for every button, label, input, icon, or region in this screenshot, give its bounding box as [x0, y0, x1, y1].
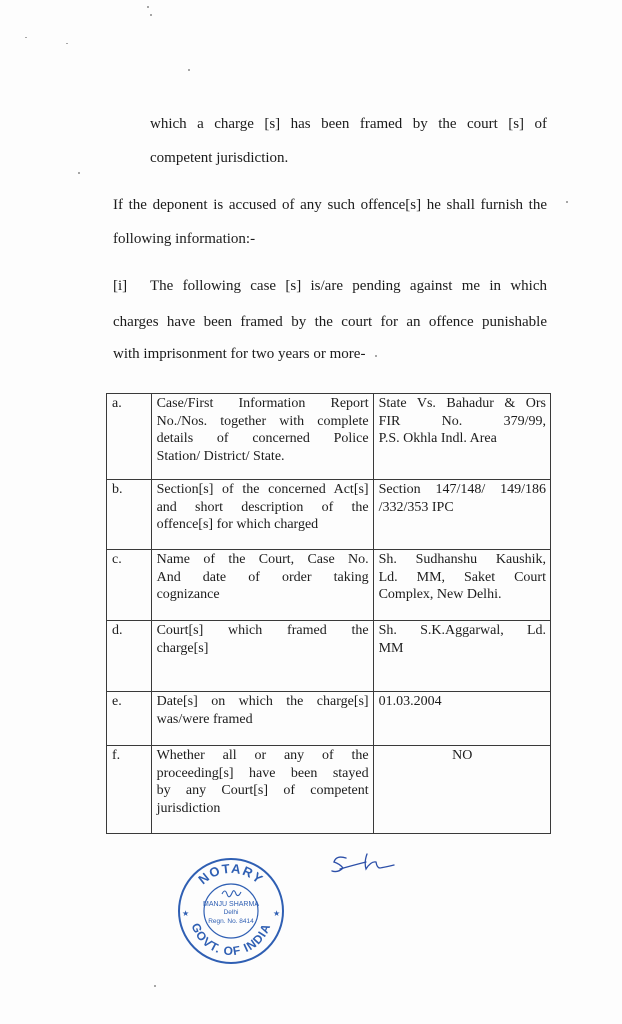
svg-text:NOTARY: NOTARY [195, 860, 267, 888]
paragraph-line: If the deponent is accused of any such offence[s] he shall furnish the [113, 197, 547, 213]
question-line: by any Court[s] of competent [156, 783, 369, 798]
answer-cell [373, 550, 550, 621]
question-cell [151, 394, 373, 480]
question-line: Case/First Information Report [156, 396, 369, 411]
answer-line: /332/353 IPC [378, 499, 454, 515]
answer-line: Complex, New Delhi. [378, 587, 502, 602]
svg-text:GOVT. OF INDIA: GOVT. OF INDIA [188, 920, 274, 959]
scan-speck [154, 985, 156, 987]
answer-line: NO [452, 748, 473, 763]
answer-cell [373, 621, 550, 692]
question-line: Court[s] which framed the [156, 623, 369, 638]
row-label: f. [107, 746, 152, 834]
question-line: charge[s] [156, 640, 209, 656]
question-line: was/were framed [156, 711, 253, 727]
table-row [107, 550, 551, 621]
question-line: proceeding[s] have been stayed [156, 765, 369, 781]
table-row [107, 621, 551, 692]
question-line: Whether all or any of the [156, 748, 369, 763]
answer-cell [373, 746, 550, 834]
question-line: Name of the Court, Case No. [156, 552, 369, 567]
notary-stamp [176, 856, 286, 966]
question-line: cognizance [156, 587, 220, 602]
scan-speck [25, 37, 27, 38]
question-line: And date of order taking [156, 569, 369, 585]
table-body [107, 394, 551, 834]
list-number: [i] [113, 278, 128, 294]
scan-speck [375, 355, 377, 357]
answer-line: P.S. Okhla Indl. Area [378, 431, 497, 446]
row-label: a. [107, 394, 152, 480]
answer-cell [373, 480, 550, 550]
table-row [107, 480, 551, 550]
question-cell [151, 480, 373, 550]
paragraph-line: The following case [s] is/are pending against me in which [150, 278, 547, 294]
question-line: Date[s] on which the charge[s] [156, 694, 369, 709]
svg-text:Delhi: Delhi [223, 909, 239, 916]
scan-speck [78, 172, 80, 174]
answer-line: MM [378, 640, 404, 656]
question-line: offence[s] for which charged [156, 517, 319, 532]
answer-cell [373, 692, 550, 746]
row-label: b. [107, 480, 152, 550]
question-line: No./Nos. together with complete [156, 413, 369, 429]
scan-speck [147, 6, 149, 8]
answer-line: FIR No. 379/99, [378, 413, 546, 429]
svg-text:★: ★ [273, 909, 281, 918]
paragraph-line: following information:- [113, 231, 256, 247]
answer-line: 01.03.2004 [378, 694, 442, 709]
row-label: d. [107, 621, 152, 692]
answer-line: Sh. Sudhanshu Kaushik, [378, 552, 546, 567]
table-row [107, 746, 551, 834]
question-line: jurisdiction [156, 800, 221, 816]
answer-line: State Vs. Bahadur & Ors [378, 396, 546, 411]
paragraph-line: with imprisonment for two years or more- [113, 346, 366, 362]
question-cell [151, 746, 373, 834]
question-cell [151, 621, 373, 692]
svg-text:Regn. No. 8414: Regn. No. 8414 [208, 918, 254, 925]
answer-cell [373, 394, 550, 480]
answer-line: Sh. S.K.Aggarwal, Ld. [378, 623, 546, 638]
question-line: and short description of the [156, 499, 369, 515]
scan-speck [66, 43, 68, 44]
answer-line: Section 147/148/ 149/186 [378, 482, 546, 497]
svg-text:MANJU SHARMA: MANJU SHARMA [202, 901, 260, 908]
table-row [107, 394, 551, 480]
row-label: e. [107, 692, 152, 746]
question-line: details of concerned Police [156, 431, 369, 446]
case-details-table [106, 393, 551, 834]
signature [330, 852, 400, 878]
svg-text:★: ★ [182, 909, 190, 918]
question-cell [151, 692, 373, 746]
question-line: Section[s] of the concerned Act[s] [156, 482, 369, 497]
question-line: Station/ District/ State. [156, 448, 285, 464]
paragraph-line: which a charge [s] has been framed by the court [s] of [150, 116, 547, 132]
question-cell [151, 550, 373, 621]
paragraph-line: competent jurisdiction. [150, 150, 289, 166]
answer-line: Ld. MM, Saket Court [378, 569, 546, 585]
scan-speck [150, 14, 152, 16]
row-label: c. [107, 550, 152, 621]
table-row [107, 692, 551, 746]
scan-speck [188, 69, 190, 71]
scan-speck [566, 201, 568, 203]
paragraph-line: charges have been framed by the court for an offence punishable [113, 314, 547, 330]
